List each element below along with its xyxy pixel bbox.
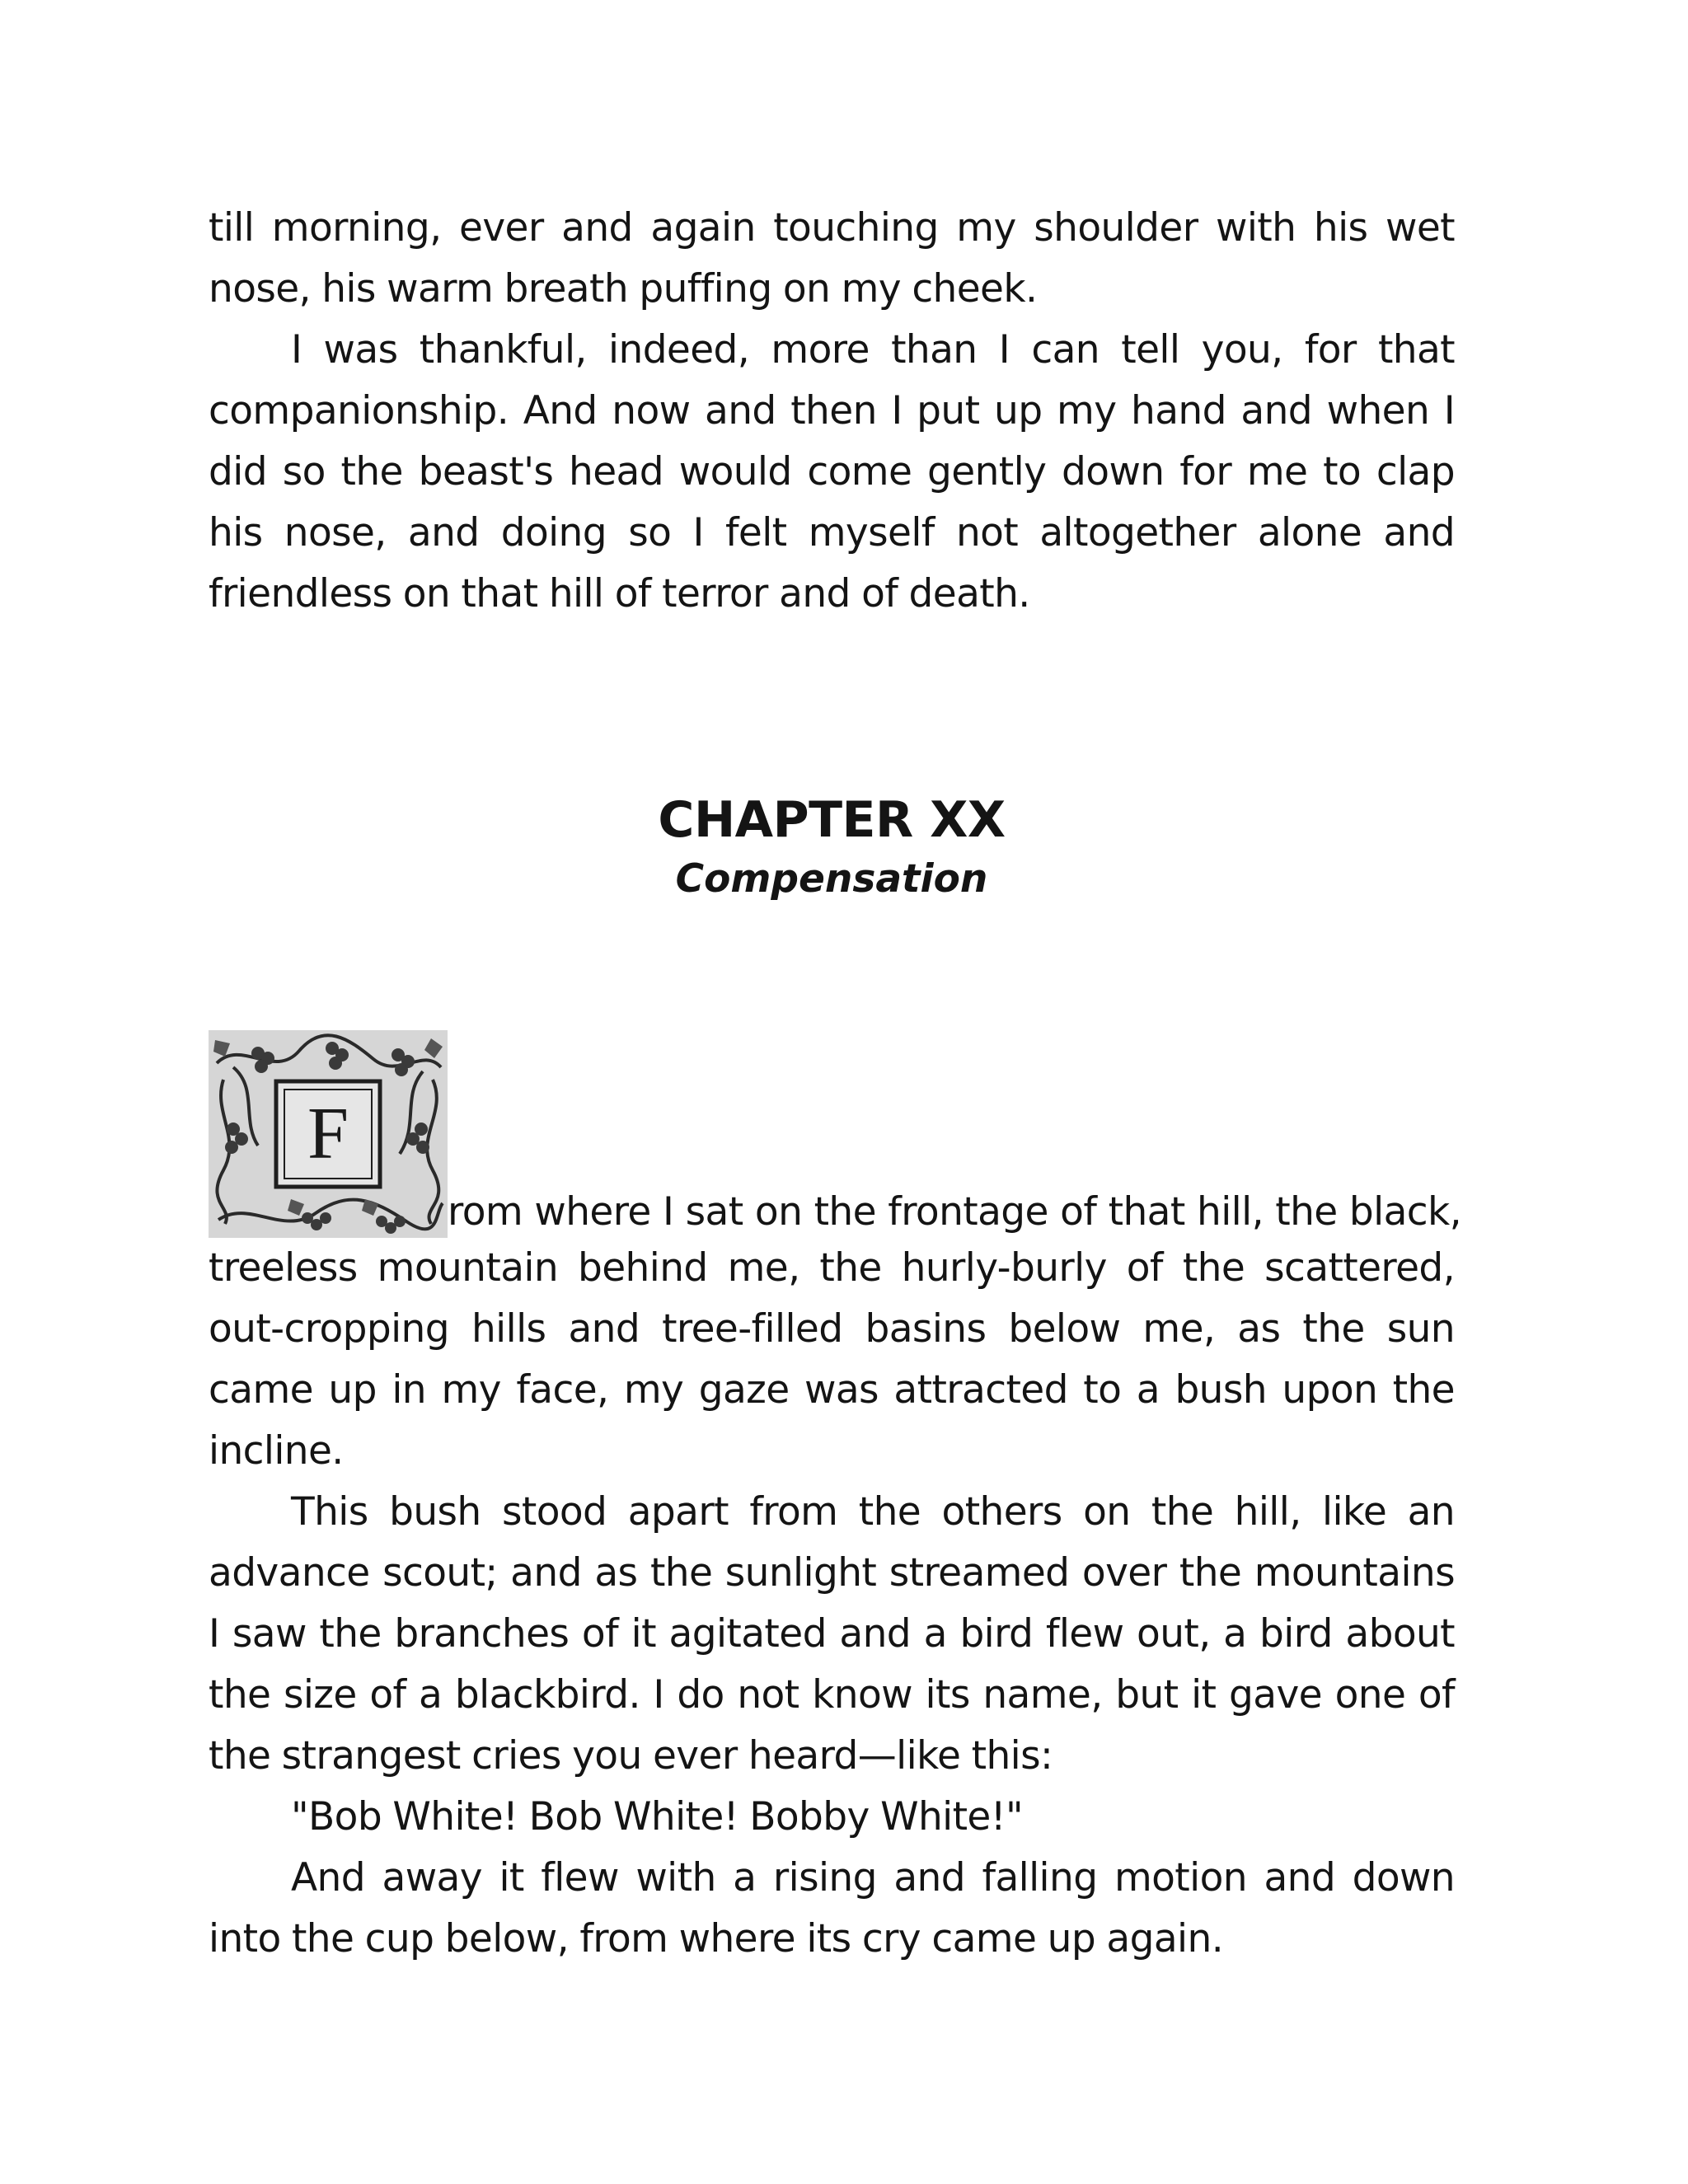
ornamental-initial-icon (209, 1030, 448, 1238)
top-text-block (209, 198, 1455, 625)
paragraph-continued: till morning, ever and again touching my shoulder with his wet nose, his warm breath puffing on my cheek. (209, 205, 1455, 312)
paragraph-bob-white: "Bob White! Bob White! Bobby White!" (291, 1794, 1023, 1840)
paragraph-companionship: I was thankful, indeed, more than I can tell you, for that companionship. And now and then I put up my hand and when I did so the beast's head would come gently down for me to clap his nose, and doing so I felt myself not altogether alone and friendless on that hill of terror and of death. (209, 327, 1455, 616)
paragraph-away: And away it flew with a rising and falling motion and down into the cup below, from where its cry came up again. (209, 1855, 1455, 1961)
dropcap-line (209, 995, 1462, 1238)
paragraph-bush: This bush stood apart from the others on the hill, like an advance scout; and as the sunlight streamed over the mountains I saw the branches of it agitated and a bird flew out, a bird about the size of a blackbird. I do not know its name, but it gave one of the strangest cries you ever heard—like this: (209, 1489, 1455, 1779)
chapter-subtitle: Compensation (675, 856, 988, 902)
paragraph-frontage: treeless mountain behind me, the hurly-burly of the scattered, out-cropping hills and tree-filled basins below me, as the sun came up in my face, my gaze was attracted to a bush upon the incline. (209, 1245, 1455, 1474)
grapevine-ornament-icon (209, 1030, 448, 1238)
dropcap-letter: F (307, 1093, 349, 1174)
chapter-body (209, 995, 1462, 1970)
chapter-title: CHAPTER XX (658, 791, 1006, 849)
chapter-heading (209, 787, 1455, 906)
first-line-text: rom where I sat on the frontage of that hill, the black, (448, 1189, 1462, 1235)
